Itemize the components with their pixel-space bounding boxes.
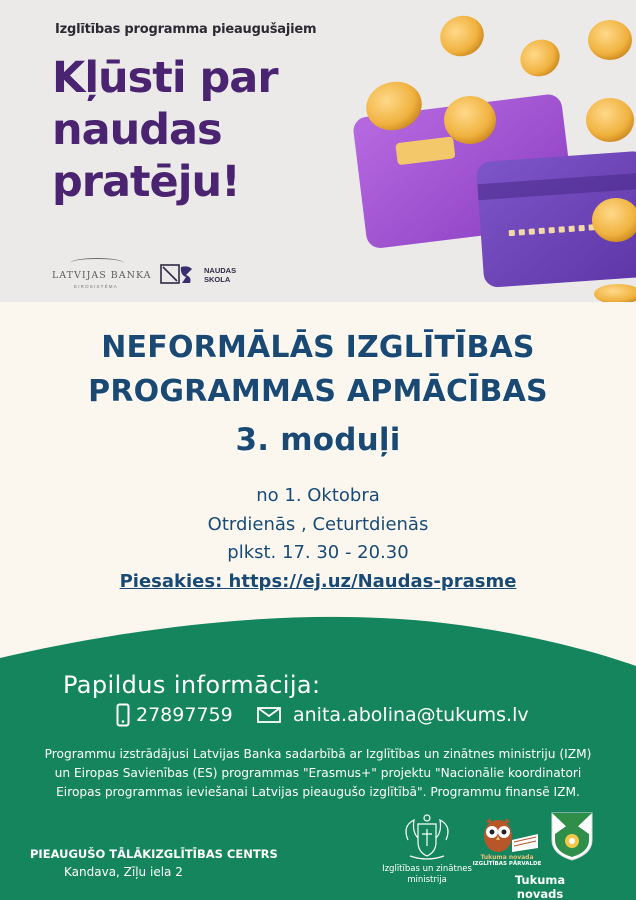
latvijas-banka-logo <box>52 258 152 298</box>
logo-text: NAUDAS <box>204 266 237 275</box>
envelope-icon <box>257 707 281 723</box>
email-address: anita.abolina@tukums.lv <box>293 704 529 726</box>
naudas-skola-logo <box>160 263 250 289</box>
center-address: Kandava, Zīļu iela 2 <box>64 865 183 879</box>
phone-contact[interactable] <box>116 702 233 728</box>
owl-caption-top: Tukuma novada <box>480 854 534 861</box>
headline-line: Kļūsti par <box>52 53 278 103</box>
center-name: PIEAUGUŠO TĀLĀKIZGLĪTĪBAS CENTRS <box>30 847 278 861</box>
logo-arc <box>70 258 124 268</box>
days: Otrdienās , Ceturtdienās <box>207 513 429 535</box>
logo-subtitle: EIROSISTĒMA <box>74 284 118 289</box>
headline-line: naudas <box>52 105 222 155</box>
heading-line: PROGRAMMAS APMĀCĪBAS <box>88 374 548 409</box>
izm-caption <box>378 864 476 886</box>
start-date: no 1. Oktobra <box>256 485 380 506</box>
heading-line: NEFORMĀLĀS IZGLĪTĪBAS <box>101 330 535 365</box>
heading-module: 3. moduļi <box>235 422 401 458</box>
municipality-name: Tukuma novads <box>514 873 566 900</box>
izm-caption-line: ministrija <box>407 875 447 885</box>
course-details <box>0 482 636 596</box>
tukuma-novads-crest-icon <box>549 810 595 862</box>
course-heading <box>0 326 636 466</box>
signup-link[interactable]: Piesakies: https://ej.uz/Naudas-prasme <box>119 570 517 592</box>
email-contact[interactable] <box>257 702 529 728</box>
banner <box>0 0 636 302</box>
time: plkst. 17. 30 - 20.30 <box>227 542 409 563</box>
headline-line: pratēju! <box>52 157 240 207</box>
naudas-skola-mark-icon <box>160 263 202 285</box>
coat-of-arms-icon <box>378 812 476 862</box>
phone-icon <box>116 703 130 727</box>
izm-caption-line: Izglītības un zinātnes <box>382 864 472 874</box>
phone-number: 27897759 <box>136 704 233 726</box>
banner-headline <box>52 52 352 208</box>
credit-cards-coins-illustration <box>340 10 636 302</box>
owl-icon <box>472 814 542 854</box>
logo-name: LATVIJAS BANKA <box>52 270 152 281</box>
info-title: Papildus informācija: <box>63 671 321 699</box>
owl-caption-bottom: IZGLĪTĪBAS PĀRVALDE <box>472 861 542 867</box>
logo-text: SKOLA <box>204 275 231 284</box>
izm-logo <box>378 812 476 892</box>
banner-kicker: Izglītības programma pieaugušajiem <box>55 22 317 37</box>
funding-note: Programmu izstrādājusi Latvijas Banka sadarbībā ar Izglītības un zinātnes ministriju (IZM) un Eiropas Savienības (ES) programmas "Erasmus+" projektu "Nacionālie koordinatori Eiropas programmas ieviešanai Latvijas pieaugušo izglītībā". Programmu finansē IZM. <box>44 747 592 799</box>
tukuma-izglitibas-parvalde-logo <box>472 814 542 872</box>
